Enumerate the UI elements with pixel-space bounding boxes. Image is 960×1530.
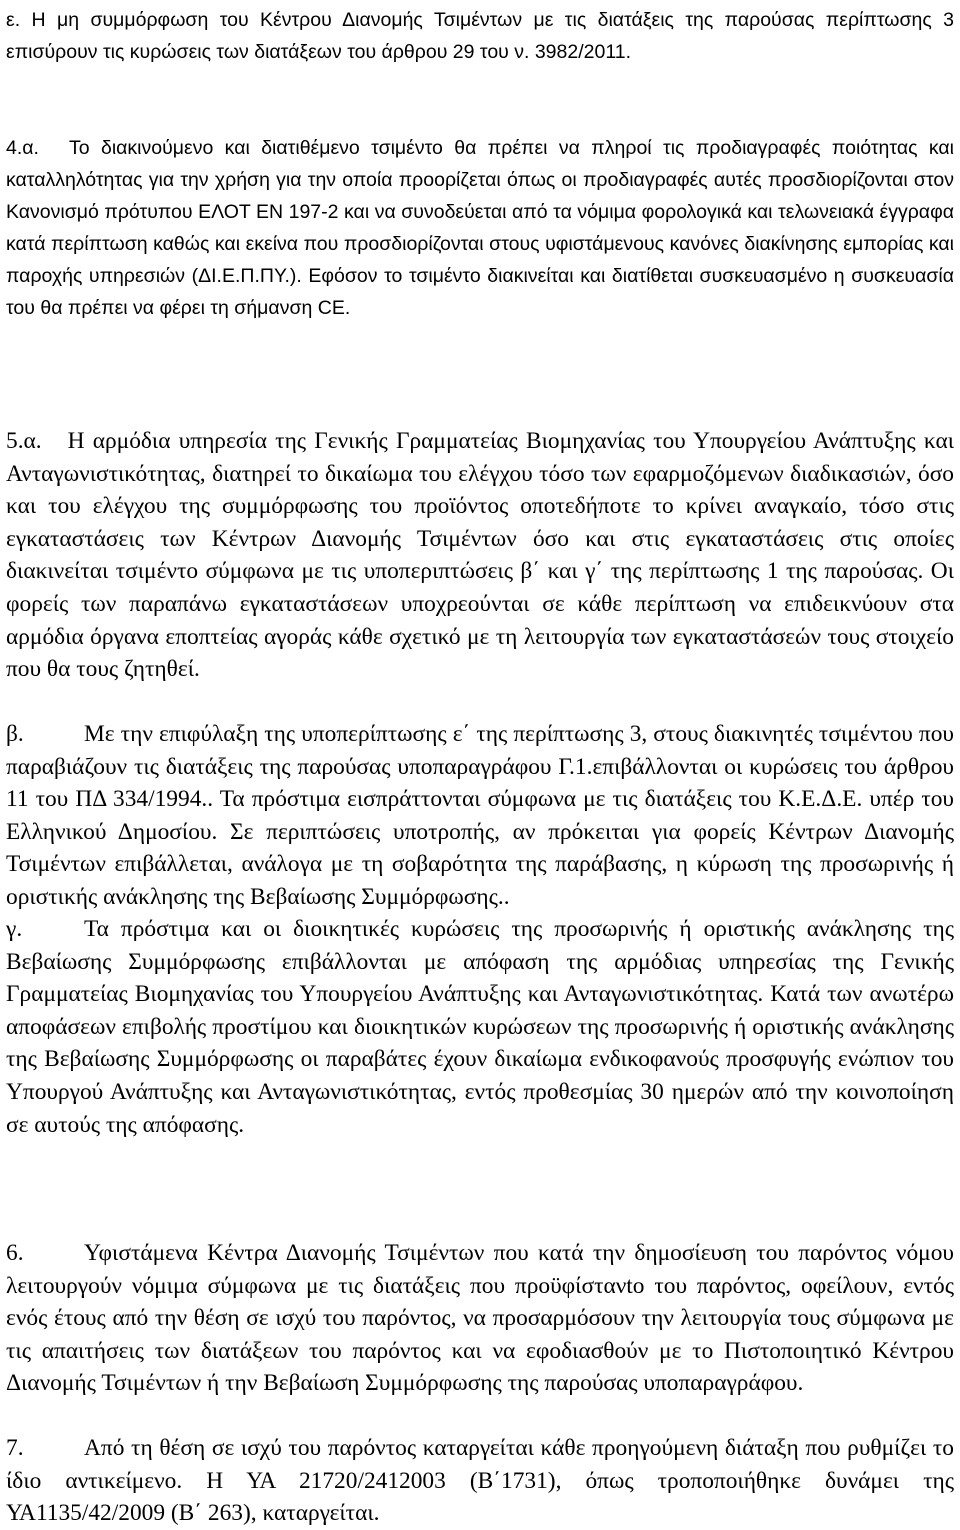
paragraph-5c-text: Τα πρόστιμα και οι διοικητικές κυρώσεις της προσωρινής ή οριστικής ανάκλησης της Βεβαίωσης Συμμόρφωσης επιβάλλονται με απόφαση της αρμόδιας υπηρεσίας της Γενικής Γραμματείας Βιομηχανίας του Υπουργείου Ανάπτυξης και Ανταγωνιστικότητας. Κατά των ανωτέρω αποφάσεων επιβολής προστίμου και διοικητικών κυρώσεων της προσωρινής ή οριστικής ανάκλησης της Βεβαίωσης Συμμόρφωσης οι παραβάτες έχουν δικαίωμα ενδικοφανούς προσφυγής ενώπιον του Υπουργού Ανάπτυξης και Ανταγωνιστικότητας, εντός προθεσμίας 30 ημερών από την κοινοποίηση σε αυτούς της απόφασης. (6, 916, 954, 1138)
paragraph-5b-label: β. (6, 721, 24, 747)
paragraph-7-label: 7. (6, 1435, 24, 1461)
paragraph-7-text: Από τη θέση σε ισχύ του παρόντος καταργείται κάθε προηγούμενη διάταξη που ρυθμίζει το ίδιο αντικείμενο. Η ΥΑ 21720/2412003 (Β΄1731), όπως τροποποιήθηκε δυνάμει της ΥΑ1135/42/2009 (Β΄ 263), καταργείται. (6, 1435, 954, 1527)
paragraph-6-text: Υφιστάμενα Κέντρα Διανομής Τσιμέντων που κατά την δημοσίευση του παρόντος νόμου λειτουργούν νόμιμα σύμφωνα με τις διατάξεις που προϋφίστανto του παρόντος, οφείλουν, εντός ενός έτους από την θέση σε ισχύ του παρόντος, να προσαρμόσουν την λειτουργία τους σύμφωνα με τις απαιτήσεις των διατάξεων του παρόντος και να εφοδιασθούν με το Πιστοποιητικό Κέντρου Διανομής Τσιμέντων ή την Βεβαίωση Συμμόρφωσης της παρούσας υποπαραγράφου. (6, 1240, 954, 1397)
paragraph-3e (6, 4, 954, 68)
paragraph-6-body (6, 1237, 954, 1400)
paragraph-5a-label: 5.α. (6, 428, 42, 454)
paragraph-5a (6, 425, 954, 686)
paragraph-5c-label: γ. (6, 916, 23, 942)
paragraph-7 (6, 1432, 954, 1530)
paragraph-5a-text: Η αρμόδια υπηρεσία της Γενικής Γραμματείας Βιομηχανίας του Υπουργείου Ανάπτυξης και Ανταγωνιστικότητας, διατηρεί το δικαίωμα του ελέγχου τόσο των εφαρμοζόμενων διαδικασιών, όσο και του ελέγχου της συμμόρφωσης του προϊόντος οποτεδήποτε το κρίνει αναγκαίο, τόσο στις εγκαταστάσεις των Κέντρων Διανομής Τσιμέντων όσο και στις εγκαταστάσεις στις οποίες διακινείται τσιμέντο σύμφωνα με τις υποπεριπτώσεις β΄ και γ΄ της περίπτωσης 1 της παρούσας. Οι φορείς των παραπάνω εγκαταστάσεων υποχρεούνται σε κάθε περίπτωση να επιδεικνύουν στα αρμόδια όργανα εποπτείας αγοράς κάθε σχετικό με τη λειτουργία των εγκαταστάσεών τους στοιχείο που θα τους ζητηθεί. (6, 428, 954, 683)
paragraph-6-label: 6. (6, 1240, 24, 1266)
paragraph-5b-text: Με την επιφύλαξη της υποπερίπτωσης ε΄ της περίπτωσης 3, στους διακινητές τσιμέντου που παραβιάζουν τις διατάξεις της παρούσας υποπαραγράφου Γ.1.επιβάλλονται οι κυρώσεις του άρθρου 11 του ΠΔ 334/1994.. Τα πρόστιμα εισπράττονται σύμφωνα με τις διατάξεις του Κ.Ε.Δ.Ε. υπέρ του Ελληνικού Δημοσίου. Σε περιπτώσεις υποτροπής, αν πρόκειται για φορείς Κέντρων Διανομής Τσιμέντων επιβάλλεται, ανάλογα με τη σοβαρότητα της παράβασης, η κύρωση της προσωρινής ή οριστικής ανάκλησης της Βεβαίωσης Συμμόρφωσης.. (6, 721, 954, 910)
paragraph-5b (6, 718, 954, 914)
paragraph-6 (6, 1237, 954, 1400)
paragraph-4a-body (6, 132, 954, 324)
paragraph-5c (6, 913, 954, 1141)
paragraph-5b-body (6, 718, 954, 914)
paragraph-5c-body (6, 913, 954, 1141)
paragraph-4a-label: 4.α. (6, 137, 39, 159)
paragraph-4a-text: Το διακινούμενο και διατιθέμενο τσιμέντο θα πρέπει να πληροί τις προδιαγραφές ποιότητας και καταλληλότητας για την χρήση για την οποία προορίζεται όπως οι προδιαγραφές αυτές προσδιορίζονται στον Κανονισμό πρότυπου ΕΛΟΤ ΕΝ 197-2 και να συνοδεύεται από τα νόμιμα φορολογικά και τελωνειακά έγγραφα κατά περίπτωση καθώς και εκείνα που προσδιορίζονται στους υφιστάμενους κανόνες διακίνησης εμπορίας και παροχής υπηρεσιών (ΔΙ.Ε.Π.ΠΥ.). Εφόσον το τσιμέντο διακινείται και διατίθεται συσκευασμένο η συσκευασία του θα πρέπει να φέρει τη σήμανση CE. (6, 137, 954, 319)
paragraph-3e-text: ε. Η μη συμμόρφωση του Κέντρου Διανομής Τσιμέντων με τις διατάξεις της παρούσας περίπτωσης 3 επισύρουν τις κυρώσεις των διατάξεων του άρθρου 29 του ν. 3982/2011. (6, 9, 954, 63)
paragraph-4a (6, 132, 954, 324)
paragraph-5a-body (6, 425, 954, 686)
paragraph-7-body (6, 1432, 954, 1530)
